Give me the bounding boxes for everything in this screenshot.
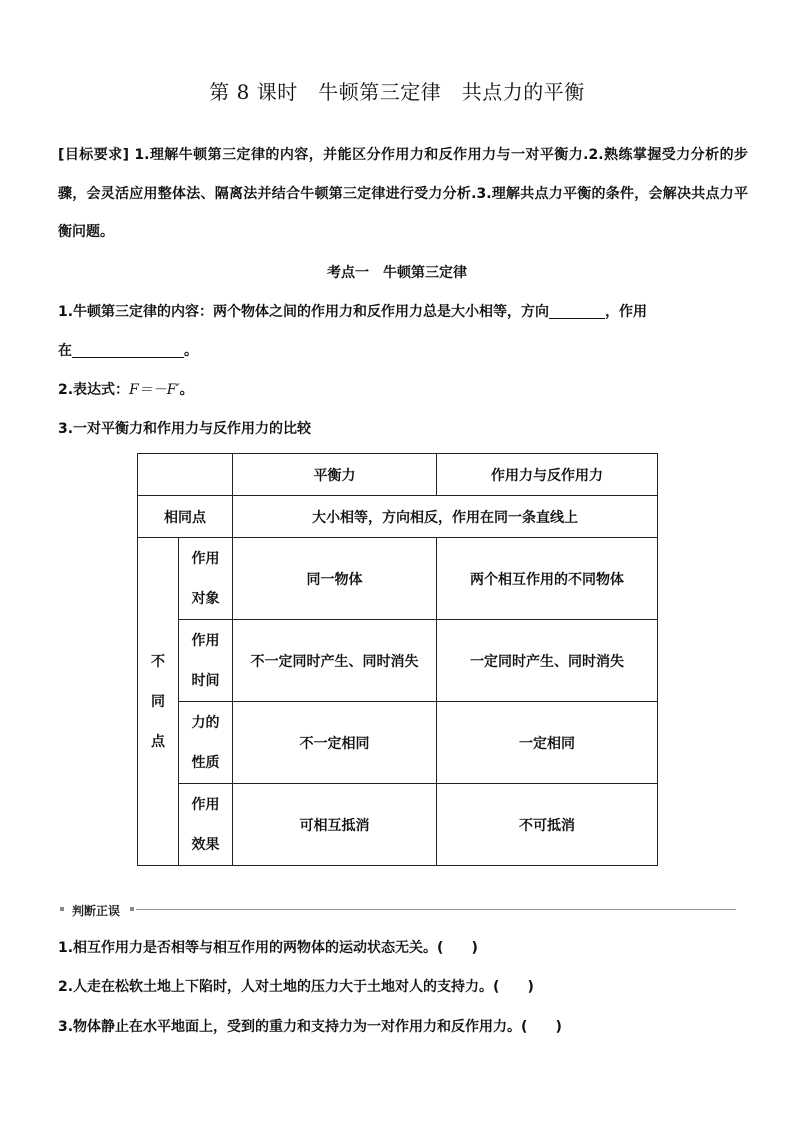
table-header-reaction: 作用力与反作用力 (437, 454, 658, 496)
section-divider (136, 909, 736, 910)
row-label-cell (179, 784, 233, 866)
item2-formula: F＝－F′ (129, 382, 180, 398)
row-label-line: 时间 (191, 672, 220, 689)
goals-text: 1.理解牛顿第三定律的内容，并能区分作用力和反作用力与一对平衡力.2.熟练掌握受力分析的步骤，会灵活应用整体法、隔离法并结合牛顿第三定律进行受力分析.3.理解共点力平衡的条件，会解决共点力平衡问题。 (58, 147, 749, 240)
reaction-cell: 两个相互作用的不同物体 (437, 538, 658, 620)
item2-line (58, 379, 194, 399)
row-label-line: 作用 (191, 550, 220, 567)
item2-prefix: 2.表达式： (58, 382, 130, 398)
same-value: 大小相等，方向相反，作用在同一条直线上 (233, 496, 658, 538)
reaction-cell: 不可抵消 (437, 784, 658, 866)
item1-line2-suffix: 。 (184, 343, 198, 359)
balance-cell: 同一物体 (233, 538, 437, 620)
item3-line: 3.一对平衡力和作用力与反作用力的比较 (58, 421, 312, 437)
item1-line2 (58, 340, 198, 360)
reaction-cell: 一定相同 (437, 702, 658, 784)
reaction-cell: 一定同时产生、同时消失 (437, 620, 658, 702)
row-label-line: 效果 (191, 836, 220, 853)
row-label-line: 作用 (191, 632, 220, 649)
item1-mid-text: ，作用 (605, 304, 648, 320)
table-row (138, 784, 658, 866)
diff-label-cell (138, 538, 179, 866)
item2-suffix: 。 (179, 382, 194, 398)
judge-question-1: 1.相互作用力是否相等与相互作用的两物体的运动状态无关。( ) (58, 940, 478, 956)
judge-section-bar (58, 902, 736, 918)
table-header-balance: 平衡力 (233, 454, 437, 496)
diff-label-char: 同 (151, 693, 165, 710)
balance-cell: 不一定相同 (233, 702, 437, 784)
diff-label-char: 点 (151, 733, 165, 750)
row-label-cell (179, 620, 233, 702)
row-label-line: 对象 (191, 590, 220, 607)
table-row (138, 702, 658, 784)
row-label-cell (179, 538, 233, 620)
row-label-line: 力的 (191, 714, 220, 731)
judge-question-3: 3.物体静止在水平地面上，受到的重力和支持力为一对作用力和反作用力。( ) (58, 1019, 562, 1035)
table-row (138, 538, 658, 620)
item1-blank-target (72, 341, 184, 358)
judge-question-2: 2.人走在松软土地上下陷时，人对土地的压力大于土地对人的支持力。( ) (58, 979, 534, 995)
balance-cell: 不一定同时产生、同时消失 (233, 620, 437, 702)
judge-section-label: 判断正误 (72, 904, 121, 918)
table-row-same (138, 496, 658, 538)
diff-label-char: 不 (151, 653, 165, 670)
row-label-line: 作用 (191, 796, 220, 813)
balance-cell: 可相互抵消 (233, 784, 437, 866)
section1-heading: 考点一 牛顿第三定律 (327, 265, 467, 281)
page-title: 第 8 课时 牛顿第三定律 共点力的平衡 (209, 80, 585, 104)
row-label-cell (179, 702, 233, 784)
table-header-row (138, 454, 658, 496)
same-label: 相同点 (138, 496, 233, 538)
table-row (138, 620, 658, 702)
comparison-table (137, 453, 658, 866)
goals-paragraph (58, 136, 748, 252)
item1-line1 (58, 301, 647, 321)
row-label-line: 性质 (191, 754, 220, 771)
goals-tag: [目标要求] (58, 147, 130, 163)
table-header-empty (138, 454, 233, 496)
section-square-icon (60, 907, 64, 911)
item1-line2-prefix: 在 (58, 343, 72, 359)
item1-blank-direction (549, 302, 605, 319)
section-square-icon (130, 907, 134, 911)
item1-text: 1.牛顿第三定律的内容：两个物体之间的作用力和反作用力总是大小相等，方向 (58, 304, 550, 320)
